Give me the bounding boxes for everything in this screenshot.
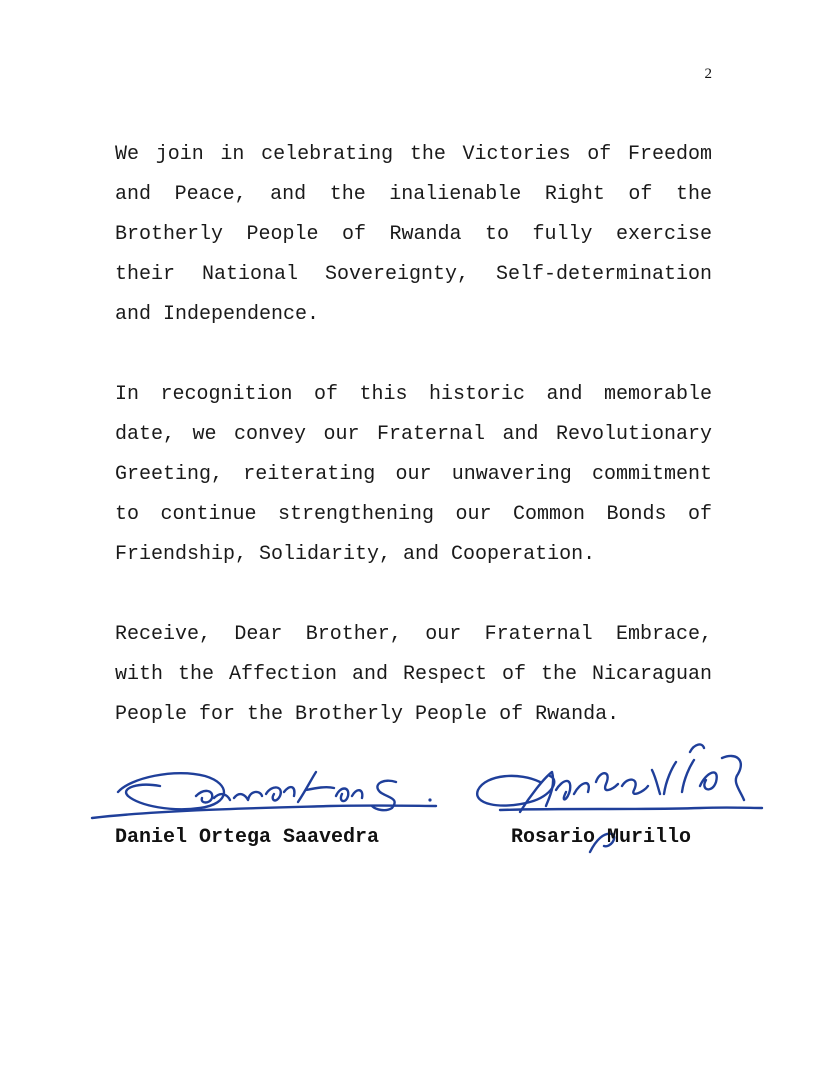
paragraph-celebration: We join in celebrating the Victories of Freedom and Peace, and the inalienable Right of the Brotherly People of Rwanda to fully exercise their National Sovereignty, Self-determination and Independence.: [115, 143, 712, 326]
page-number: 2: [704, 66, 712, 82]
signer-name-right: Rosario Murillo: [511, 826, 692, 849]
paragraph-embrace: Receive, Dear Brother, our Fraternal Embrace, with the Affection and Respect of the Nicaraguan People for the Brotherly People of Rwanda.: [115, 623, 712, 726]
paragraph-greeting: In recognition of this historic and memorable date, we convey our Fraternal and Revolutionary Greeting, reiterating our unwavering commitment to continue strengthening our Common Bonds of Friendship, Solidarity, and Cooperation.: [115, 383, 712, 566]
signer-name-left: Daniel Ortega Saavedra: [115, 826, 380, 849]
